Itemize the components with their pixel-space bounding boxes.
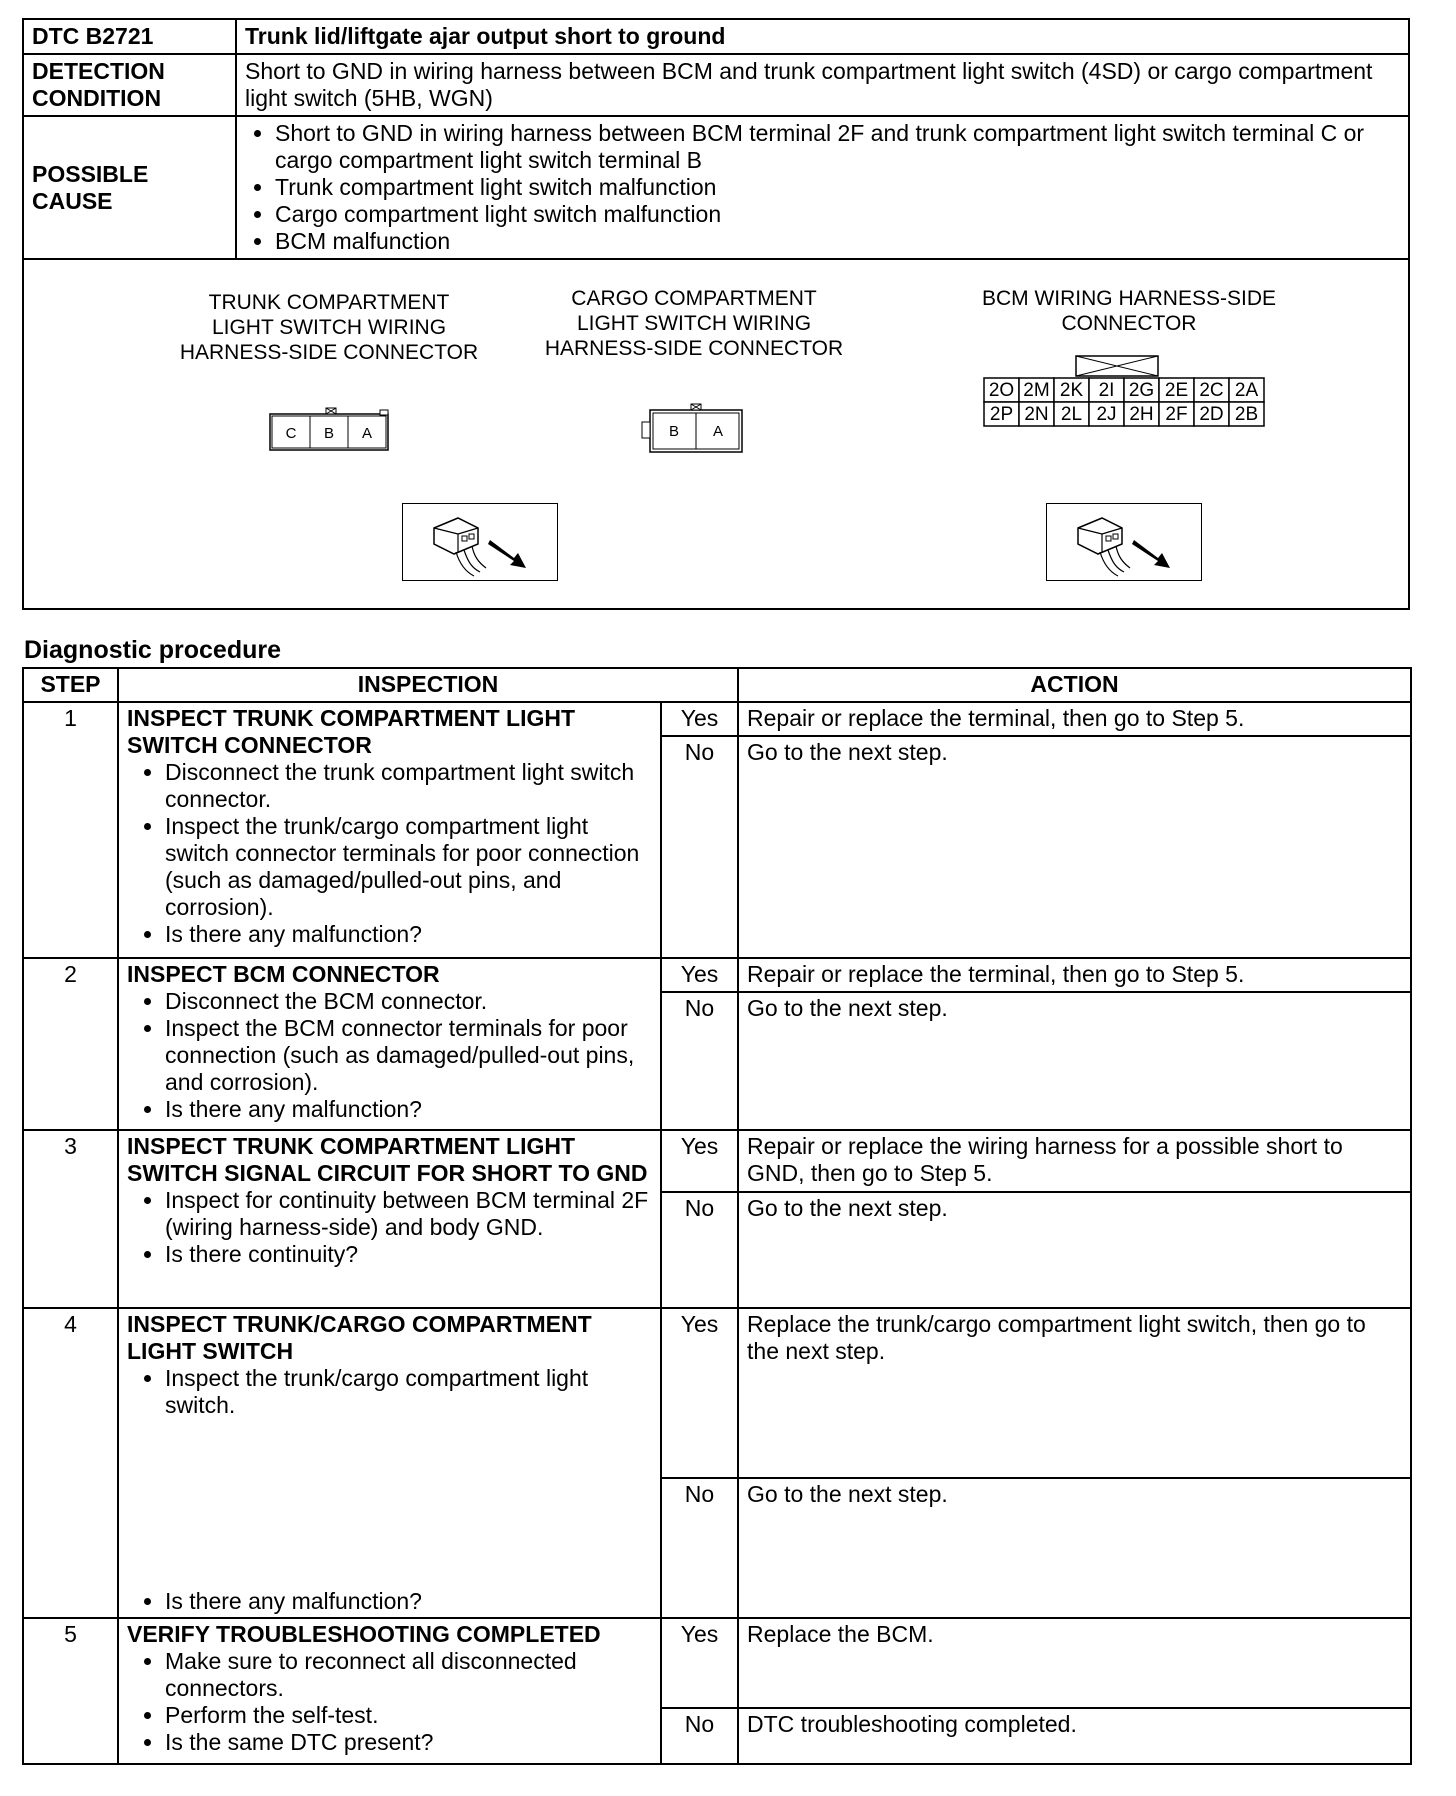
trunk-pin-label: B bbox=[323, 425, 335, 442]
bcm-pin-label: 2E bbox=[1164, 380, 1189, 401]
bcm-pin-label: 2D bbox=[1199, 404, 1224, 425]
probe-box-left bbox=[402, 503, 558, 581]
bcm-pin-label: 2M bbox=[1023, 380, 1050, 401]
trunk-connector-drawing bbox=[244, 400, 414, 456]
trunk-pin-label: C bbox=[285, 425, 297, 442]
yes-action: Replace the trunk/cargo compartment light switch, then go to the next step. bbox=[738, 1308, 1411, 1478]
no-label: No bbox=[661, 992, 738, 1130]
bcm-pin-label: 2P bbox=[989, 404, 1014, 425]
step-inspection bbox=[118, 958, 661, 1130]
step-bullet: • Is there any malfunction? bbox=[165, 921, 652, 948]
header-step: STEP bbox=[23, 668, 118, 702]
no-label: No bbox=[661, 736, 738, 958]
harness-probe-icon bbox=[1047, 504, 1201, 580]
yes-label: Yes bbox=[661, 702, 738, 736]
diagnostic-procedure-heading: Diagnostic procedure bbox=[24, 636, 281, 664]
header-inspection: INSPECTION bbox=[118, 668, 738, 702]
yes-action: Repair or replace the terminal, then go to Step 5. bbox=[738, 702, 1411, 736]
step-bullet: • Is there continuity? bbox=[165, 1241, 652, 1268]
cargo-pin-label: A bbox=[712, 423, 724, 440]
step-bullet: • Is there any malfunction? bbox=[165, 1096, 652, 1123]
cargo-pin-label: B bbox=[668, 423, 680, 440]
step-title: INSPECT TRUNK/CARGO COMPARTMENT LIGHT SWITCH bbox=[127, 1311, 592, 1364]
connector-side-tab bbox=[642, 422, 650, 438]
step-number: 1 bbox=[23, 702, 118, 958]
step-bullet: • Inspect for continuity between BCM terminal 2F (wiring harness-side) and body GND. bbox=[165, 1187, 652, 1241]
possible-cause-item: • BCM malfunction bbox=[275, 228, 1400, 255]
yes-action: Replace the BCM. bbox=[738, 1618, 1411, 1708]
step-bullet: • Make sure to reconnect all disconnected connectors. bbox=[165, 1648, 652, 1702]
dtc-info-table bbox=[22, 18, 1410, 610]
bcm-pin-label: 2C bbox=[1199, 380, 1224, 401]
cargo-connector-caption: CARGO COMPARTMENT LIGHT SWITCH WIRING HARNESS-SIDE CONNECTOR bbox=[544, 287, 844, 360]
yes-label: Yes bbox=[661, 1130, 738, 1192]
bcm-pin-label: 2N bbox=[1024, 404, 1049, 425]
no-action: Go to the next step. bbox=[738, 1478, 1411, 1618]
step-bullet: • Perform the self-test. bbox=[165, 1702, 652, 1729]
bcm-pin-label: 2I bbox=[1098, 380, 1115, 401]
step-inspection bbox=[118, 1308, 661, 1618]
step-row bbox=[23, 1308, 1411, 1478]
bcm-pin-label: 2O bbox=[988, 380, 1015, 401]
bcm-pin-label: 2F bbox=[1165, 404, 1188, 425]
no-action: Go to the next step. bbox=[738, 992, 1411, 1130]
bcm-pin-label: 2H bbox=[1129, 404, 1154, 425]
possible-cause-list bbox=[237, 120, 1400, 255]
step-inspection bbox=[118, 1618, 661, 1764]
step-title: VERIFY TROUBLESHOOTING COMPLETED bbox=[127, 1621, 601, 1647]
dtc-code: DTC B2721 bbox=[23, 19, 236, 54]
no-label: No bbox=[661, 1478, 738, 1618]
no-label: No bbox=[661, 1708, 738, 1764]
header-action: ACTION bbox=[738, 668, 1411, 702]
step-bullet: • Is there any malfunction? bbox=[165, 1588, 422, 1615]
step-bullet: • Inspect the trunk/cargo compartment light switch connector terminals for poor connection (such as damaged/pulled-out pins, and corrosion). bbox=[165, 813, 652, 921]
yes-action: Repair or replace the wiring harness for a possible short to GND, then go to Step 5. bbox=[738, 1130, 1411, 1192]
step-bullet: • Disconnect the trunk compartment light switch connector. bbox=[165, 759, 652, 813]
bcm-connector-drawing bbox=[954, 354, 1304, 436]
no-label: No bbox=[661, 1192, 738, 1308]
step-number: 2 bbox=[23, 958, 118, 1130]
step-title: INSPECT TRUNK COMPARTMENT LIGHT SWITCH SIGNAL CIRCUIT FOR SHORT TO GND bbox=[127, 1133, 648, 1186]
connector-diagram-cell bbox=[23, 259, 1409, 609]
step-number: 4 bbox=[23, 1308, 118, 1618]
harness-probe-icon bbox=[403, 504, 557, 580]
step-title: INSPECT BCM CONNECTOR bbox=[127, 961, 440, 987]
step-title: INSPECT TRUNK COMPARTMENT LIGHT SWITCH CONNECTOR bbox=[127, 705, 576, 758]
detection-condition-label: DETECTION CONDITION bbox=[23, 54, 236, 116]
step-bullet: • Inspect the BCM connector terminals for poor connection (such as damaged/pulled-out pins, and corrosion). bbox=[165, 1015, 652, 1096]
yes-action: Repair or replace the terminal, then go to Step 5. bbox=[738, 958, 1411, 992]
step-number: 5 bbox=[23, 1618, 118, 1764]
possible-cause-label: POSSIBLE CAUSE bbox=[23, 116, 236, 259]
possible-cause-item: • Cargo compartment light switch malfunction bbox=[275, 201, 1400, 228]
step-row bbox=[23, 958, 1411, 992]
possible-cause-item: • Trunk compartment light switch malfunction bbox=[275, 174, 1400, 201]
bcm-pin-label: 2L bbox=[1060, 404, 1083, 425]
cargo-connector-drawing bbox=[636, 396, 756, 462]
diagnostic-procedure-table bbox=[22, 667, 1412, 1765]
yes-label: Yes bbox=[661, 1308, 738, 1478]
dtc-description: Trunk lid/liftgate ajar output short to ground bbox=[236, 19, 1409, 54]
no-action: Go to the next step. bbox=[738, 736, 1411, 958]
step-row bbox=[23, 1130, 1411, 1192]
connector-tab bbox=[380, 410, 388, 415]
trunk-pin-label: A bbox=[361, 425, 373, 442]
step-inspection bbox=[118, 702, 661, 958]
connector-diagram bbox=[24, 260, 1408, 608]
bcm-pin-label: 2K bbox=[1059, 380, 1084, 401]
step-number: 3 bbox=[23, 1130, 118, 1308]
step-inspection bbox=[118, 1130, 661, 1308]
step-bullet: • Disconnect the BCM connector. bbox=[165, 988, 652, 1015]
no-action: DTC troubleshooting completed. bbox=[738, 1708, 1411, 1764]
bcm-pin-label: 2G bbox=[1128, 380, 1155, 401]
yes-label: Yes bbox=[661, 958, 738, 992]
bcm-pin-grid bbox=[984, 378, 1264, 426]
bcm-connector-caption: BCM WIRING HARNESS-SIDE CONNECTOR bbox=[981, 287, 1277, 335]
step-bullet: • Inspect the trunk/cargo compartment light switch. bbox=[165, 1365, 652, 1419]
possible-cause-cell bbox=[236, 116, 1409, 259]
possible-cause-item: • Short to GND in wiring harness between BCM terminal 2F and trunk compartment light switch terminal C or cargo compartment light switch terminal B bbox=[275, 120, 1400, 174]
bcm-pin-label: 2B bbox=[1234, 404, 1259, 425]
step-row bbox=[23, 702, 1411, 736]
bcm-pin-label: 2A bbox=[1234, 380, 1259, 401]
procedure-header-row bbox=[23, 668, 1411, 702]
yes-label: Yes bbox=[661, 1618, 738, 1708]
bcm-pin-label: 2J bbox=[1096, 404, 1117, 425]
step-bullet: • Is the same DTC present? bbox=[165, 1729, 652, 1756]
detection-condition-text: Short to GND in wiring harness between BCM and trunk compartment light switch (4SD) or cargo compartment light switch (5HB, WGN) bbox=[236, 54, 1409, 116]
step-row bbox=[23, 1618, 1411, 1708]
probe-box-right bbox=[1046, 503, 1202, 581]
trunk-connector-caption: TRUNK COMPARTMENT LIGHT SWITCH WIRING HARNESS-SIDE CONNECTOR bbox=[179, 291, 479, 364]
no-action: Go to the next step. bbox=[738, 1192, 1411, 1308]
